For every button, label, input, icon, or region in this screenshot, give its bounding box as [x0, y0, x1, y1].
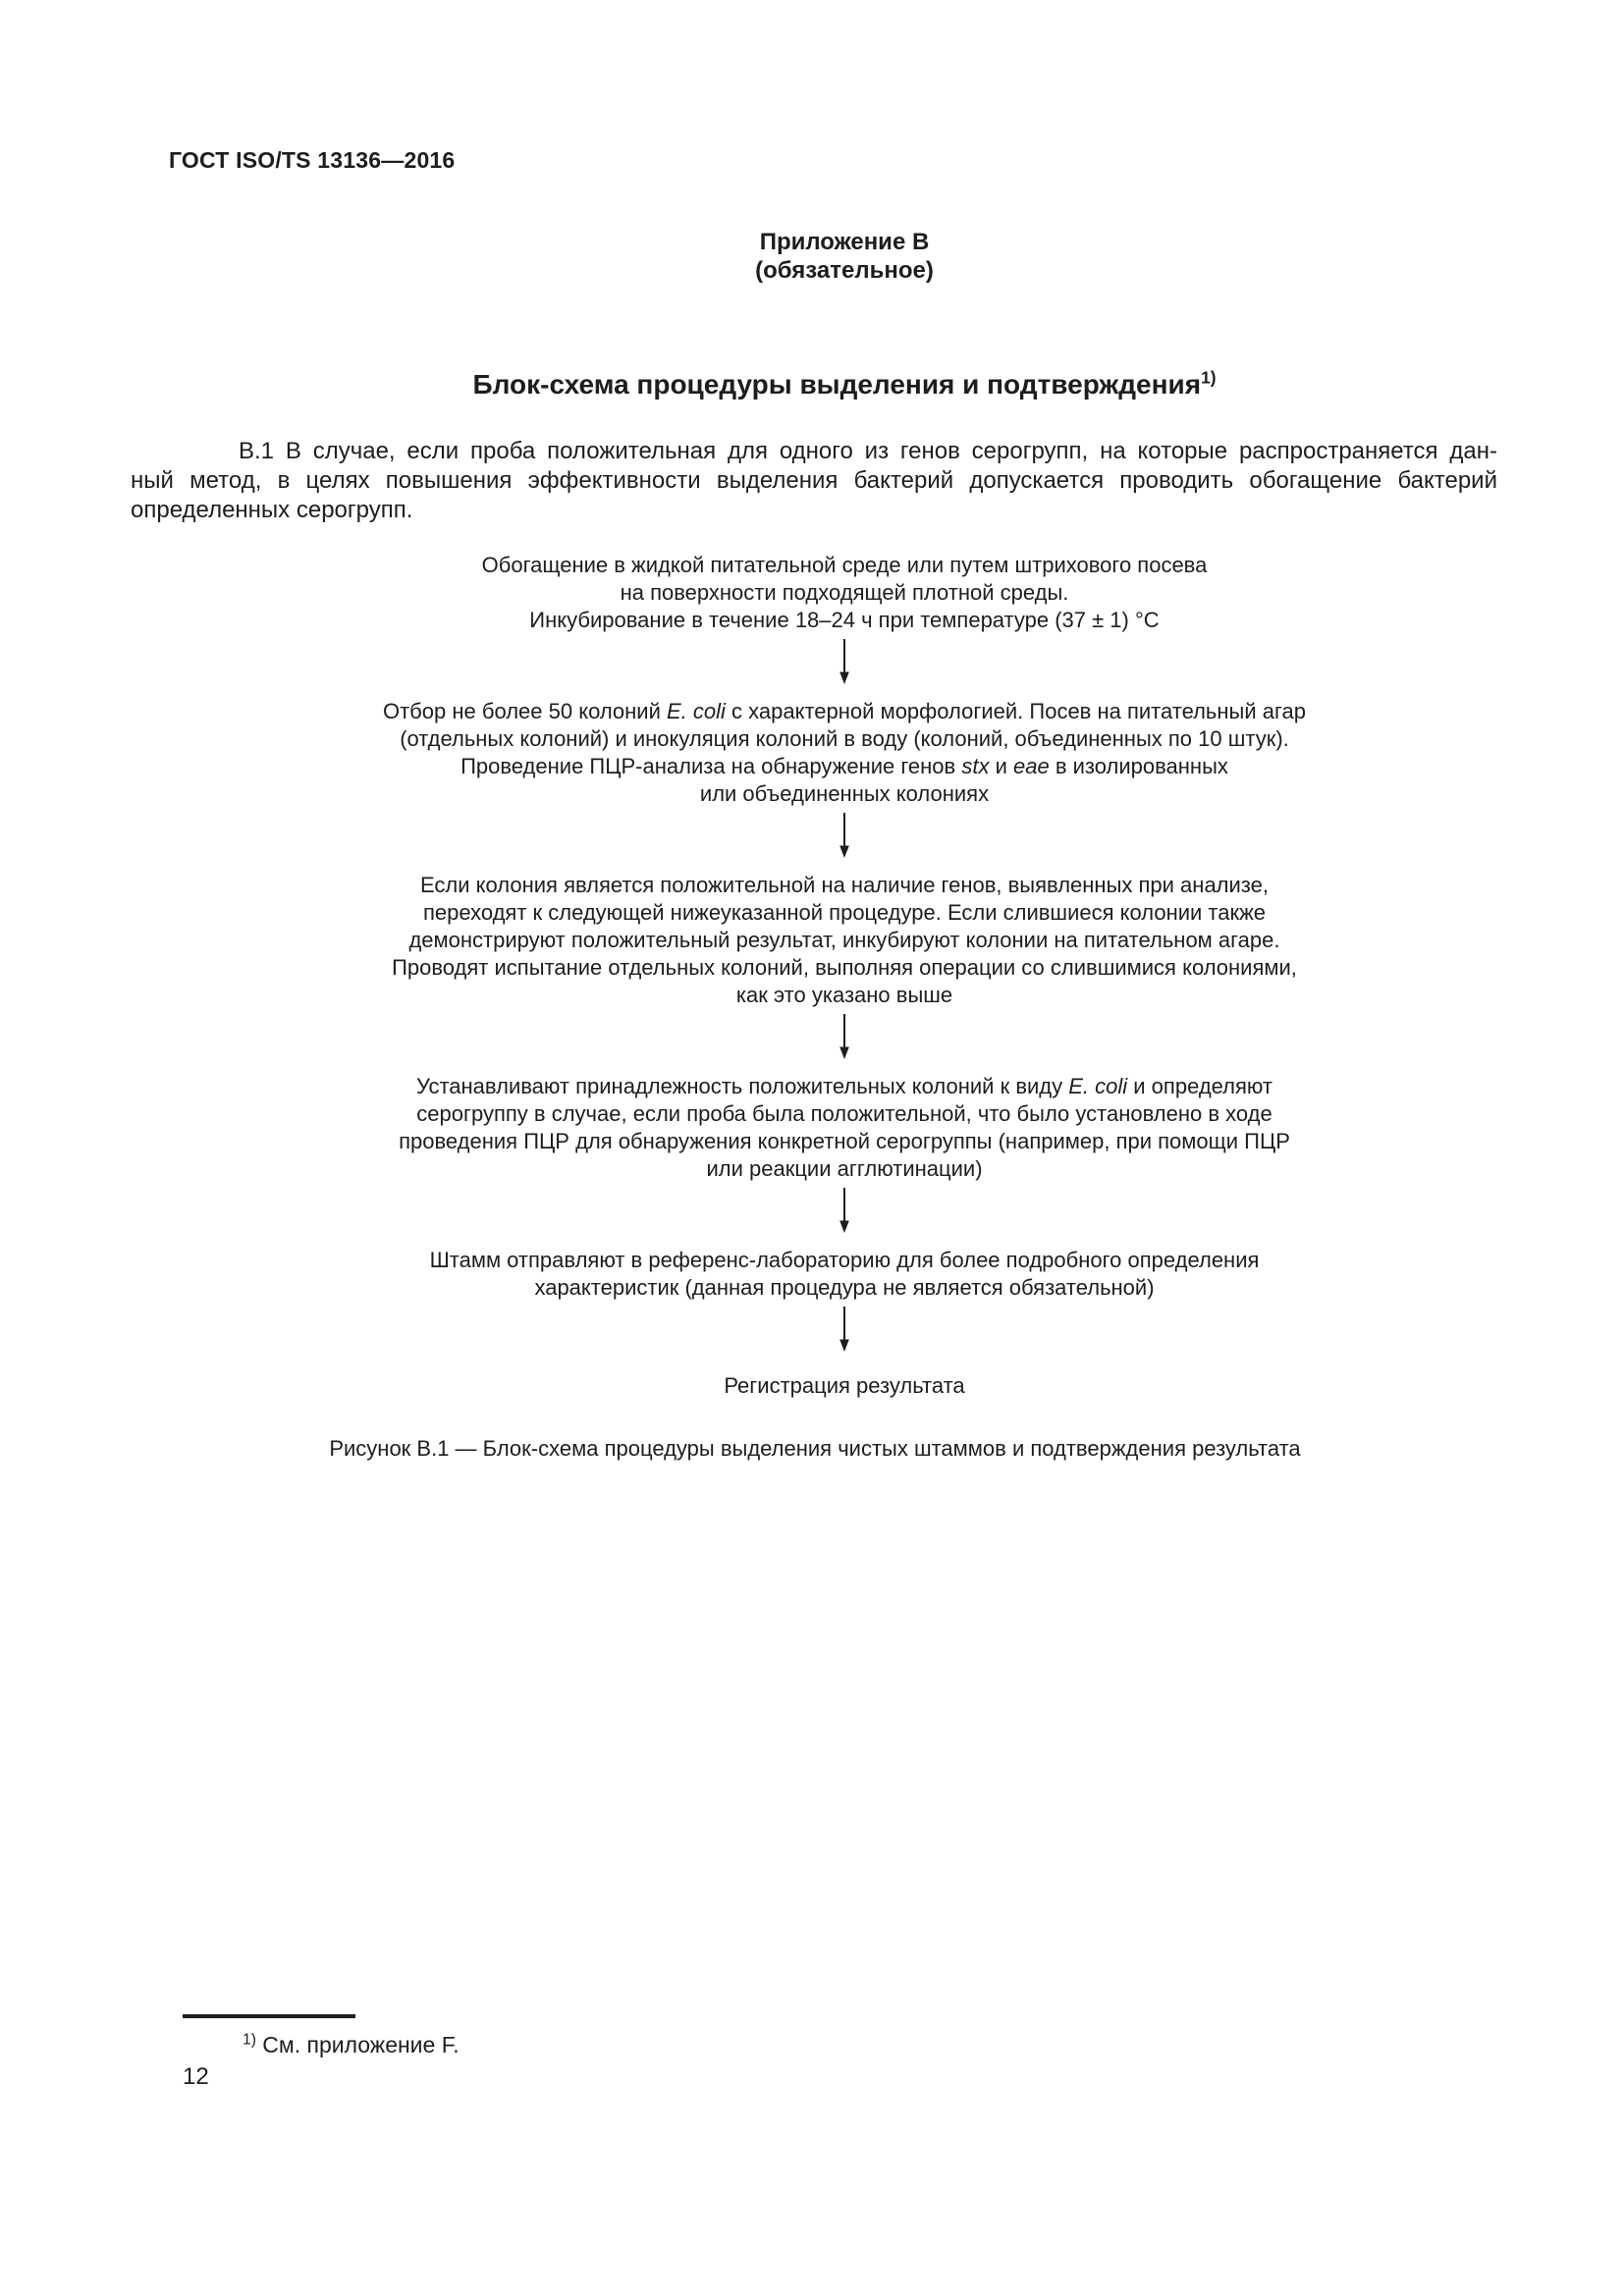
paragraph-b1 [131, 437, 1497, 525]
footnote-ref-superscript: 1) [1201, 367, 1217, 388]
flow-step-line: Штамм отправляют в референс-лабораторию для более подробного определения [429, 1248, 1260, 1272]
paragraph-b1-line: В.1 В случае, если проба положительная для одного из генов серогрупп, на которые распространяется дан- [239, 438, 1497, 464]
flow-step-line: Проведение ПЦР-анализа на обнаружение генов stx и eae в изолированных [460, 754, 1228, 778]
footnote-body [183, 2032, 460, 2057]
flow-step-line: переходят к следующей нижеуказанной процедуре. Если слившиеся колонии также [422, 900, 1267, 925]
flow-step-line: (отдельных колоний) и инокуляция колоний в воду (колоний, объединенных по 10 штук). [400, 726, 1289, 751]
down-arrow-icon [837, 1307, 852, 1352]
flow-step-line: Обогащение в жидкой питательной среде или путем штрихового посева [481, 553, 1208, 577]
flow-step-line: Инкубирование в течение 18–24 ч при температуре (37 ± 1) °C [529, 608, 1160, 632]
flow-step-5 [430, 1247, 1260, 1302]
flow-step-line: как это указано выше [735, 983, 953, 1007]
appendix-heading [157, 228, 1532, 285]
flow-step-line: серогруппу в случае, если проба была положительной, что было установлено в ходе [416, 1101, 1272, 1126]
figure-caption: Рисунок В.1 — Блок-схема процедуры выделения чистых штаммов и подтверждения результата [329, 1436, 1301, 1461]
flow-step-line: характеристик (данная процедура не является обязательной) [534, 1275, 1155, 1300]
flow-step-1 [482, 552, 1208, 634]
paragraph-b1-line: определенных серогрупп. [131, 497, 413, 523]
flow-step-line: или реакции агглютинации) [706, 1156, 983, 1181]
footnote-text: См. приложение F. [262, 2032, 460, 2057]
section-title-text: Блок-схема процедуры выделения и подтверждения [472, 369, 1202, 400]
appendix-note: (обязательное) [755, 257, 934, 284]
flow-step-line: Если колония является положительной на наличие генов, выявленных при анализе, [420, 873, 1269, 897]
flowchart [157, 552, 1532, 1399]
footnote-marker: 1) [243, 2031, 256, 2049]
down-arrow-icon [837, 1188, 852, 1233]
flow-step-line: или объединенных колониях [699, 781, 990, 806]
paragraph-b1-line: ный метод, в целях повышения эффективности выделения бактерий допускается проводить обогащение бактерий [131, 467, 1497, 494]
down-arrow-icon [837, 639, 852, 684]
down-arrow-icon [837, 1014, 852, 1059]
down-arrow-icon [837, 813, 852, 858]
flow-step-line: демонстрируют положительный результат, инкубируют колонии на питательном агаре. [408, 928, 1280, 952]
flow-step-3 [392, 872, 1297, 1009]
flow-step-4 [399, 1073, 1290, 1183]
flow-terminal: Регистрация результата [724, 1373, 965, 1398]
flow-step-line: Проводят испытание отдельных колоний, выполняя операции со слившимися колониями, [392, 955, 1297, 980]
appendix-label: Приложение В [759, 229, 930, 255]
flow-step-2 [383, 698, 1306, 808]
page-number: 12 [183, 2063, 209, 2090]
flow-step-line: Отбор не более 50 колоний E. coli с характерной морфологией. Посев на питательный агар [382, 699, 1306, 723]
document-header: ГОСТ ISO/TS 13136—2016 [169, 147, 456, 173]
flow-step-line: проведения ПЦР для обнаружения конкретной серогруппы (например, при помощи ПЦР [399, 1129, 1290, 1153]
flow-step-line: на поверхности подходящей плотной среды. [620, 580, 1069, 605]
section-title [157, 369, 1532, 400]
footnote-divider [183, 2014, 355, 2018]
footnote [183, 2032, 460, 2058]
flow-step-line: Устанавливают принадлежность положительных колоний к виду E. coli и определяют [415, 1074, 1273, 1098]
